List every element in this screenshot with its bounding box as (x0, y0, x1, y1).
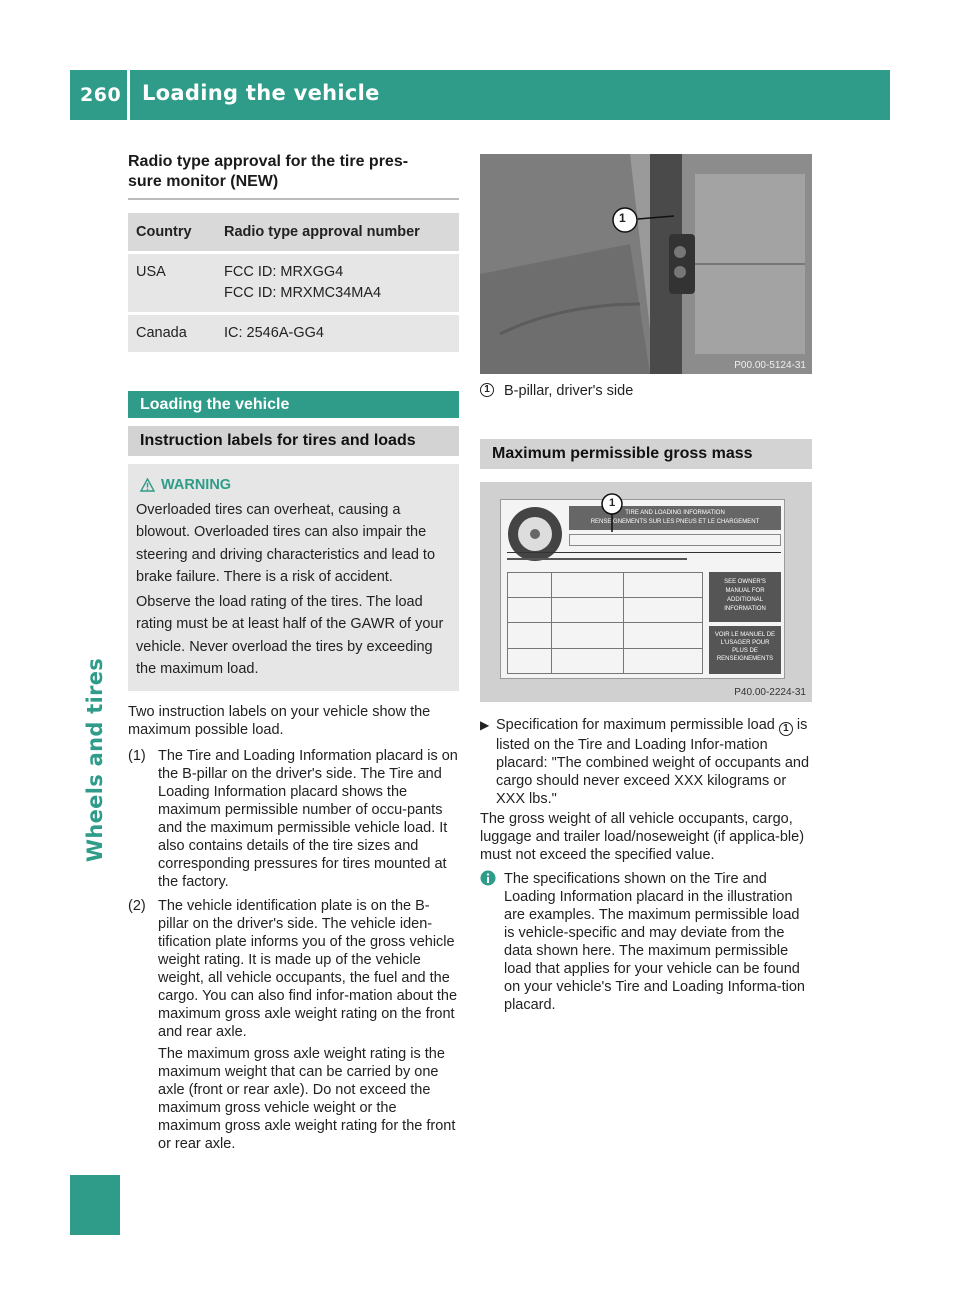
placard-title-line1: TIRE AND LOADING INFORMATION (625, 510, 725, 516)
figure-code: P00.00-5124-31 (734, 360, 806, 371)
step-text-part1: Specification for maximum permissible load (496, 717, 775, 733)
table-header-row (128, 213, 459, 251)
chapter-tab-label: Wheels and tires (83, 657, 107, 863)
list-item-extra: The maximum gross axle weight rating is the maximum weight that can be carried by one axle (front or rear axle). Do not exceed the maximum gross vehicle weight or the maximum gross axle weight rating for the front or rear axle. (158, 1045, 456, 1152)
list-item (128, 897, 459, 1153)
intro-paragraph: Two instruction labels on your vehicle show the maximum possible load. (128, 703, 431, 738)
list-item-number: (2) (128, 897, 146, 914)
right-column (480, 154, 812, 1014)
callout-1: 1 (779, 722, 793, 736)
placard-code: P40.00-2224-31 (734, 687, 806, 698)
page-number: 260 (80, 84, 122, 106)
tire-placard (500, 499, 785, 679)
cell-approval (216, 315, 459, 352)
radio-heading-line2: sure monitor (NEW) (128, 173, 279, 190)
mass-banner: Maximum permissible gross mass (480, 439, 812, 469)
placard-grid-line (623, 572, 624, 674)
cell-approval (216, 254, 459, 312)
figure-callout: 1 (619, 211, 626, 225)
warning-triangle-icon (140, 478, 155, 492)
warning-header (140, 474, 451, 497)
warning-label: WARNING (161, 477, 232, 493)
list-item-body (158, 897, 459, 1153)
step-text-part2: is listed on the Tire and Loading Infor-mation placard: "The combined weight of occupants and cargo should never exceed XXX kilograms or XXX lbs." (496, 717, 810, 807)
cell-country: USA (128, 254, 216, 312)
placard-rule (507, 552, 781, 553)
arrow-icon: ▶ (480, 718, 490, 732)
header-divider (127, 70, 130, 120)
info-text: The specifications shown on the Tire and Loading Information placard in the illustration are examples. The maximum permissible load is vehicle-specific and may deviate from the data shown here. The maximum permissible load that applies for your vehicle can be found on your vehicle's Tire and Loading Informa-tion placard. (504, 871, 805, 1013)
instruction-step-text (496, 716, 812, 808)
callout-1: 1 (480, 383, 494, 397)
placard-grid-line (551, 572, 552, 674)
cell-country: Canada (128, 315, 216, 352)
placard-grid-line (507, 648, 703, 649)
placard-grid-line (507, 597, 703, 598)
b-pillar-illustration (480, 154, 812, 374)
placard-tire-grid (507, 572, 703, 674)
approval-number: FCC ID: MRXGG4 (224, 264, 344, 280)
info-note (480, 870, 812, 1014)
placard-callout-number: 1 (609, 497, 616, 509)
warning-box (128, 464, 459, 691)
figure-caption (480, 383, 812, 399)
warning-text: Overloaded tires can overheat, causing a blowout. Overloaded tires can also impair the steering and driving characteristics and lead to brake failure. There is a risk of accident. (136, 501, 436, 585)
list-item-text: The Tire and Loading Information placard is on the B-pillar on the driver's side. The Tire and Loading Information placard shows the maximum permissible number of occu-pants and the maximum permissible vehicle load. It also contains details of the tire sizes and corresponding pressures for tires mounted at the factory. (158, 747, 458, 890)
warning-instruction: Observe the load rating of the tires. The load rating must be at least half of the GAWR of your vehicle. Never overload the tires by exceeding the maximum load. (136, 593, 444, 677)
section-banner: Loading the vehicle (128, 391, 459, 418)
instruction-step (480, 716, 812, 808)
b-pillar-photo (480, 154, 812, 374)
subsection-banner: Instruction labels for tires and loads (128, 426, 459, 456)
page-title: Loading the vehicle (142, 81, 380, 105)
placard-grid-line (507, 622, 703, 623)
chapter-tab (70, 630, 120, 890)
placard-voir-manuel: VOIR LE MANUEL DE L'USAGER POUR PLUS DE RENSEIGNEMENTS (709, 626, 781, 674)
radio-heading-line1: Radio type approval for the tire pres- (128, 153, 409, 170)
gross-weight-paragraph: The gross weight of all vehicle occupants, cargo, luggage and trailer load/noseweight (if applica-ble) must not exceed the specified value. (480, 811, 805, 863)
chapter-tab-marker (70, 1175, 120, 1235)
tire-wheel-icon (505, 504, 565, 564)
radio-approval-table (128, 210, 459, 355)
placard-title-line2: RENSEIGNEMENTS SUR LES PNEUS ET LE CHARGEMENT (590, 519, 760, 525)
radio-heading (128, 152, 459, 192)
list-item-text: The vehicle identification plate is on the B-pillar on the driver's side. The vehicle iden-tification plate informs you of the gross vehicle weight rating. It is made up of the vehicle weight, all vehicle occupants, the fuel and the cargo. You can also find infor-mation about the maximum gross axle weight rating on the front and rear axle. (158, 897, 458, 1040)
column-header-approval: Radio type approval number (216, 213, 459, 251)
placard-see-manual: SEE OWNER'S MANUAL FOR ADDITIONAL INFORMATION (709, 572, 781, 622)
list-item (128, 747, 459, 891)
tire-placard-figure (480, 482, 812, 702)
approval-number: FCC ID: MRXMC34MA4 (224, 285, 382, 301)
placard-rule (507, 558, 687, 560)
heading-rule (128, 198, 459, 200)
approval-number: IC: 2546A-GG4 (224, 325, 324, 341)
list-item-number: (1) (128, 747, 146, 764)
left-column (128, 152, 459, 1153)
info-icon (480, 870, 504, 1014)
table-row (128, 315, 459, 352)
placard-seating-row (569, 534, 781, 546)
table-row (128, 254, 459, 312)
figure-caption-text: B-pillar, driver's side (504, 383, 634, 399)
column-header-country: Country (128, 213, 216, 251)
